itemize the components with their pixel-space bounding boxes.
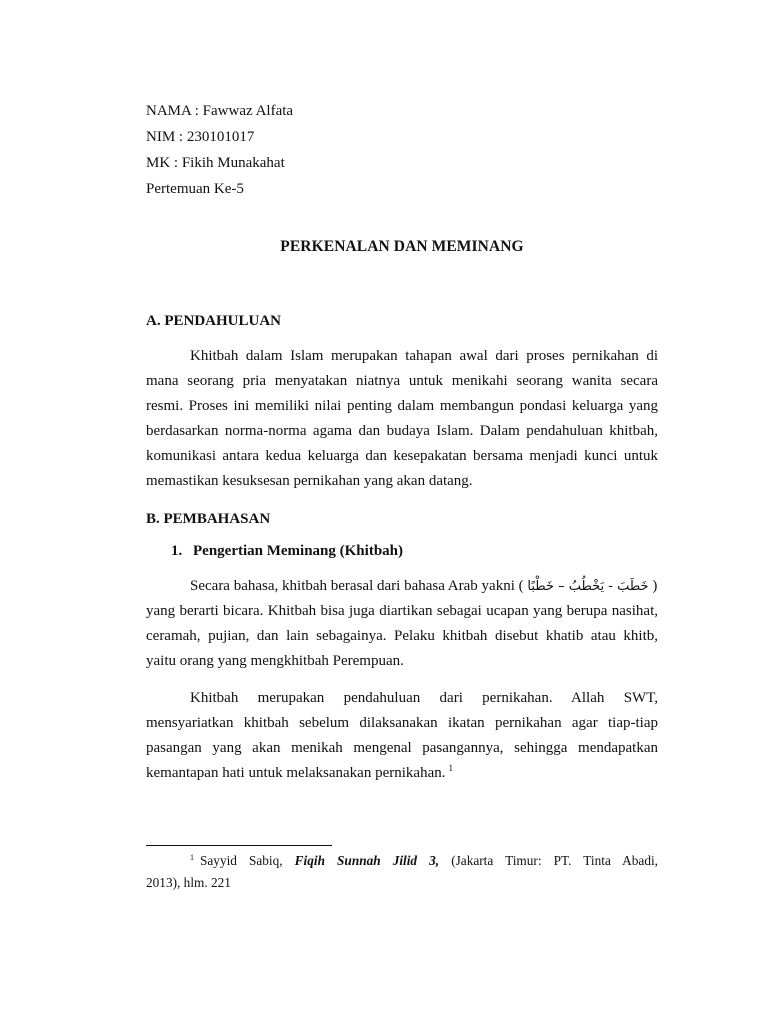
footnote-separator xyxy=(146,845,332,846)
section-heading-pembahasan: B. PEMBAHASAN xyxy=(146,511,271,527)
footnote xyxy=(146,853,658,897)
footnote-book-title: Fiqih Sunnah Jilid 3, xyxy=(294,853,440,868)
paragraph-line-with-arabic xyxy=(146,577,658,602)
footnote-line xyxy=(146,853,658,875)
footnote-publisher: (Jakarta Timur: PT. Tinta Abadi, xyxy=(451,853,658,868)
paragraph-line: mensyariatkan khitbah sebelum dilaksanakan ikatan pernikahan agar tiap-tiap xyxy=(146,715,658,731)
section-heading-pendahuluan: A. PENDAHULUAN xyxy=(146,313,281,329)
paragraph-khitbah-pendahuluan xyxy=(146,689,658,789)
footnote-number: 1 xyxy=(190,853,194,862)
paragraph-text: Secara bahasa, khitbah berasal dari bahasa Arab yakni ( xyxy=(190,578,524,594)
paragraph-line: komunikasi antara kedua keluarga dan kesepakatan bersama menjadi kunci untuk xyxy=(146,448,658,464)
paragraph-text: ) xyxy=(652,578,658,594)
meeting-number: Pertemuan Ke-5 xyxy=(146,181,244,197)
course-name: MK : Fikih Munakahat xyxy=(146,155,285,171)
paragraph-line: resmi. Proses ini memiliki nilai penting dalam membangun pondasi keluarga yang xyxy=(146,398,658,414)
subsection-number: 1. xyxy=(171,543,183,559)
document-title: PERKENALAN DAN MEMINANG xyxy=(280,238,524,255)
paragraph-line: memastikan kesuksesan pernikahan yang akan datang. xyxy=(146,473,473,489)
student-name: NAMA : Fawwaz Alfata xyxy=(146,103,294,119)
student-nim: NIM : 230101017 xyxy=(146,129,255,145)
paragraph-line: Khitbah dalam Islam merupakan tahapan awal dari proses pernikahan di xyxy=(190,348,658,364)
paragraph-line: Khitbah merupakan pendahuluan dari pernikahan. Allah SWT, xyxy=(190,690,658,706)
paragraph-pendahuluan xyxy=(146,347,658,497)
footnote-author: Sayyid Sabiq, xyxy=(200,853,283,868)
paragraph-text: kemantapan hati untuk melaksanakan pernikahan. xyxy=(146,765,446,781)
footnote-line: 2013), hlm. 221 xyxy=(146,875,231,890)
paragraph-line: pasangan yang akan menikah mengenal pasangannya, sehingga mendapatkan xyxy=(146,740,658,756)
subsection-heading-pengertian xyxy=(171,543,403,560)
subsection-label: Pengertian Meminang (Khitbah) xyxy=(193,543,403,559)
footnote-reference[interactable]: 1 xyxy=(448,763,453,773)
paragraph-line: mana seorang pria menyatakan niatnya untuk menikahi seorang wanita secara xyxy=(146,373,658,389)
arabic-term: خَطَبَ - يَخْطُبُ – خَطْبًا xyxy=(527,579,649,594)
paragraph-line: berdasarkan norma-norma agama dan budaya Islam. Dalam pendahuluan khitbah, xyxy=(146,423,658,439)
paragraph-line: ceramah, pujian, dan lain sebagainya. Pelaku khitbah disebut khatib atau khitb, xyxy=(146,628,658,644)
paragraph-line: yang berarti bicara. Khitbah bisa juga diartikan sebagai ucapan yang berupa nasihat, xyxy=(146,603,658,619)
paragraph-pengertian xyxy=(146,577,658,677)
paragraph-line-with-footnote xyxy=(146,764,658,789)
paragraph-line: yaitu orang yang mengkhitbah Perempuan. xyxy=(146,653,404,669)
document-page xyxy=(146,0,658,1024)
